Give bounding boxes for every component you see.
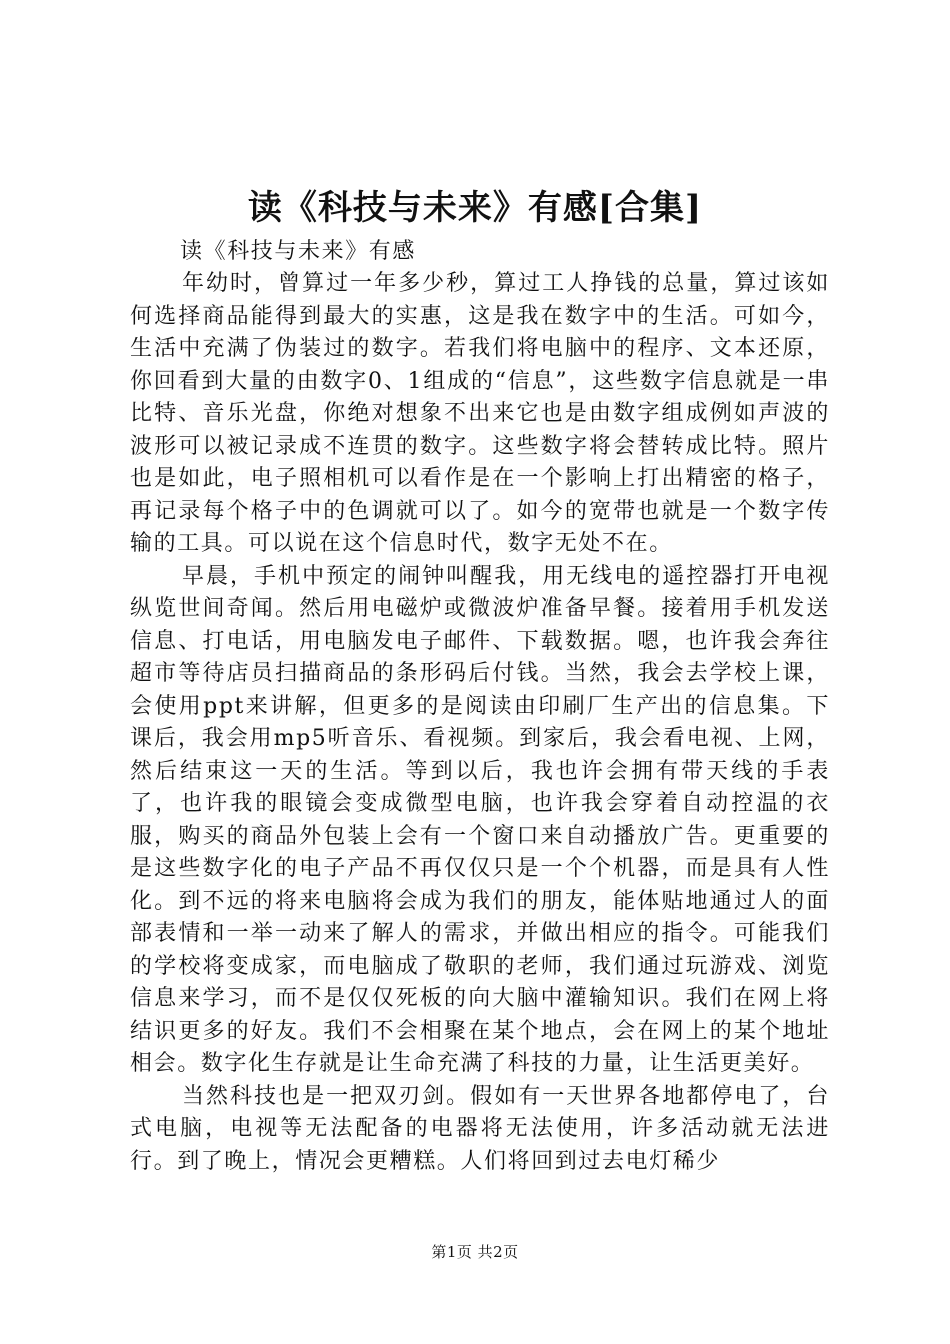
page-footer	[0, 1242, 950, 1262]
paragraph-2: 早晨，手机中预定的闹钟叫醒我，用无线电的遥控器打开电视纵览世间奇闻。然后用电磁炉或微波炉准备早餐。接着用手机发送信息、打电话，用电脑发电子邮件、下载数据。嗯，也许我会奔往超市等待店员扫描商品的条形码后付钱。当然，我会去学校上课，会使用ppt来讲解，但更多的是阅读由印刷厂生产出的信息集。下课后，我会用mp5听音乐、看视频。到家后，我会看电视、上网，然后结束这一天的生活。等到以后，我也许会拥有带天线的手表了，也许我的眼镜会变成微型电脑，也许我会穿着自动控温的衣服，购买的商品外包装上会有一个窗口来自动播放广告。更重要的是这些数字化的电子产品不再仅仅只是一个个机器，而是具有人性化。到不远的将来电脑将会成为我们的朋友，能体贴地通过人的面部表情和一举一动来了解人的需求，并做出相应的指令。可能我们的学校将变成家，而电脑成了敬职的老师，我们通过玩游戏、浏览信息来学习，而不是仅仅死板的向大脑中灌输知识。我们在网上将结识更多的好友。我们不会相聚在某个地点，会在网上的某个地址相会。数字化生存就是让生命充满了科技的力量，让生活更美好。	[130, 563, 830, 1076]
document-subtitle: 读《科技与未来》有感	[180, 239, 417, 264]
document-title: 读《科技与未来》有感[合集]	[247, 188, 703, 228]
document-body	[130, 236, 830, 1178]
page-indicator: 第1页 共2页	[431, 1243, 519, 1261]
paragraph-3: 当然科技也是一把双刃剑。假如有一天世界各地都停电了，台式电脑，电视等无法配备的电器将无法使用，许多活动就无法进行。到了晚上，情况会更糟糕。人们将回到过去电灯稀少	[130, 1083, 830, 1174]
paragraph-1: 年幼时，曾算过一年多少秒，算过工人挣钱的总量，算过该如何选择商品能得到最大的实惠，这是我在数字中的生活。可如今，生活中充满了伪装过的数字。若我们将电脑中的程序、文本还原，你回看到大量的由数字0、1组成的“信息”，这些数字信息就是一串比特、音乐光盘，你绝对想象不出来它也是由数字组成例如声波的波形可以被记录成不连贯的数字。这些数字将会替转成比特。照片也是如此，电子照相机可以看作是在一个影响上打出精密的格子，再记录每个格子中的色调就可以了。如今的宽带也就是一个数字传输的工具。可以说在这个信息时代，数字无处不在。	[130, 271, 830, 556]
